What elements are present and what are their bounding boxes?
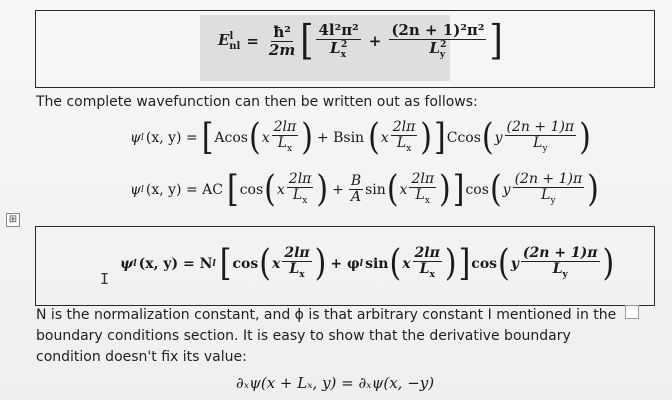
psi3-fx2-num: 2lπ <box>414 245 440 261</box>
psi2-y: y <box>502 181 511 198</box>
psi1-frac-y <box>505 120 577 155</box>
psi3-sin: sin <box>365 255 389 272</box>
psi3-frac-y <box>521 246 600 281</box>
term2-den-sub: y <box>439 49 446 60</box>
psi3-fx2-L: L <box>419 261 430 278</box>
psi3-cos: cos <box>232 255 259 272</box>
psi1-frac-x1 <box>272 120 299 155</box>
psi1-fx2-L: L <box>396 135 407 152</box>
psi2-symbol: ψ <box>130 181 141 198</box>
psi2-a: A <box>350 189 362 206</box>
psi2-sin: sin <box>365 181 386 198</box>
psi3-y: y <box>510 255 519 272</box>
table-anchor-icon[interactable]: ⊞ <box>6 213 20 227</box>
psi2-fx1-num: 2lπ <box>288 171 312 187</box>
psi2-sub: l <box>140 184 144 195</box>
prefactor-num: ħ² <box>273 23 291 42</box>
intro-text: The complete wavefunction can then be written out as follows: <box>36 94 478 110</box>
term1-den-sub: x <box>340 49 346 60</box>
psi3-frac-x1 <box>282 246 311 281</box>
psi3-fy-num: (2n + 1)π <box>522 245 598 261</box>
wavefunction-equation-1: ψ l (x, y) = [ Acos ( x $\frac{2l\pi}{L_x}$ ) + Bsin ( x $\frac{2l\pi}{L_x}$ ) ] Ccos ( y $\frac{(2n + 1)\pi}{L_y}$ ) <box>130 115 591 158</box>
psi2-frac-x2 <box>409 172 436 207</box>
energy-equation: $E^l_{nl}$ = $\frac{\text{ħ²}}{2m}$ [ $\frac{\text{4l²π²}}{L_x^2}$ + $\frac{\text{(2n + 1)²π²}}{L_y^2}$ ] <box>218 17 503 66</box>
psi1-fx1-L: L <box>277 135 288 152</box>
psi2-fx2-num: 2lπ <box>411 171 435 187</box>
energy-equals: = <box>246 32 259 51</box>
psi1-sub: l <box>140 132 144 143</box>
psi1-fy-num: (2n + 1)π <box>506 119 575 135</box>
psi3-frac-x2 <box>413 246 442 281</box>
psi1-y: y <box>494 129 503 146</box>
psi3-fx1-L: L <box>289 261 300 278</box>
psi1-fx2-num: 2lπ <box>392 119 416 135</box>
psi3-fx1-sub: x <box>299 270 305 281</box>
term1-num: 4l²π² <box>318 21 359 39</box>
psi1-fx1-num: 2lπ <box>273 119 297 135</box>
psi3-fx1-num: 2lπ <box>284 245 310 261</box>
psi3-x2: x <box>402 255 411 272</box>
psi1-acos: Acos <box>214 129 248 146</box>
psi2-fx1-sub: x <box>302 196 308 207</box>
prefactor-den: 2m <box>268 40 296 59</box>
psi2-frac-ba <box>349 174 363 206</box>
wavefunction-equation-3: ψ l (x, y) = N l [ cos ( x $\frac{2l\pi}{L_x}$ ) + φ l sin ( x $\frac{2l\pi}{L_x}$ ) ] cos ( y $\frac{(2n + 1)\pi}{L_y}$ ) <box>120 241 615 284</box>
psi1-x: x <box>261 129 270 146</box>
psi2-fy-num: (2n + 1)π <box>514 171 583 187</box>
psi2-x: x <box>276 181 285 198</box>
psi2-cos2: cos <box>465 181 489 198</box>
psi1-x2: x <box>380 129 389 146</box>
energy-plus: + <box>368 32 382 51</box>
resize-handle[interactable] <box>625 305 639 319</box>
psi3-fy-L: L <box>552 261 563 278</box>
normalization-paragraph: N is the normalization constant, and ϕ is that arbitrary constant I mentioned in the boundary conditions section. It is easy to show that the derivative boundary condition doesn't fix its value: <box>36 307 617 365</box>
psi2-frac-x1 <box>287 172 314 207</box>
psi3-fy-sub: y <box>562 270 568 281</box>
psi2-fy-L: L <box>541 187 551 204</box>
term1-den-sup: 2 <box>340 39 348 50</box>
psi3-symbol: ψ <box>120 255 134 272</box>
wavefunction-equation-2: ψ l (x, y) = AC [ cos ( x $\frac{2l\pi}{L_x}$ ) + $\frac{B}{A}$ sin ( x $\frac{2l\pi}{L_x}$ ) ] cos ( y $\frac{(2n + 1)\pi}{L_y}$ ) <box>130 167 599 210</box>
psi1-fy-L: L <box>533 135 543 152</box>
psi2-frac-y <box>513 172 585 207</box>
psi1-plus-bsin: + Bsin <box>316 129 365 146</box>
psi2-fx1-L: L <box>292 187 303 204</box>
psi1-fy-sub: y <box>542 144 548 155</box>
boundary-condition-equation: ∂ₓψ(x + Lₓ, y) = ∂ₓψ(x, −y) <box>236 374 435 392</box>
energy-term1 <box>316 22 360 60</box>
psi2-fy-sub: y <box>550 196 556 207</box>
psi2-args: (x, y) = AC <box>145 181 223 198</box>
psi3-fx2-sub: x <box>429 270 435 281</box>
term2-num: (2n + 1)²π² <box>391 21 485 39</box>
psi2-cos: cos <box>239 181 264 198</box>
psi1-args: (x, y) = <box>145 129 198 146</box>
psi3-x: x <box>271 255 281 272</box>
energy-prefactor <box>267 24 297 58</box>
term2-den-sup: 2 <box>440 39 447 50</box>
psi3-phi-sub: l <box>359 258 364 269</box>
term1-den-L: L <box>330 38 341 57</box>
energy-symbol: E <box>218 30 230 49</box>
psi3-plus-phi: + φ <box>330 255 360 272</box>
psi1-fx1-sub: x <box>287 144 293 155</box>
psi1-ccos: Ccos <box>446 129 481 146</box>
psi1-symbol: ψ <box>130 129 141 146</box>
term2-den-L: L <box>429 38 440 57</box>
energy-sub: nl <box>229 40 241 52</box>
psi3-sub: l <box>133 258 137 269</box>
psi3-cos2: cos <box>471 255 498 272</box>
psi2-b: B <box>350 172 362 189</box>
psi2-fx2-L: L <box>415 187 425 204</box>
psi1-frac-x2 <box>391 120 418 155</box>
psi3-args: (x, y) = N <box>138 255 213 272</box>
energy-term2 <box>389 22 486 60</box>
energy-sup: l <box>229 30 234 42</box>
psi2-plus: + <box>332 181 344 198</box>
energy-lhs <box>218 31 240 52</box>
psi2-x2: x <box>399 181 408 198</box>
text-cursor-icon: I <box>100 270 110 288</box>
psi2-fx2-sub: x <box>424 196 430 207</box>
psi3-n-sub: l <box>212 258 216 269</box>
psi1-fx2-sub: x <box>406 144 412 155</box>
